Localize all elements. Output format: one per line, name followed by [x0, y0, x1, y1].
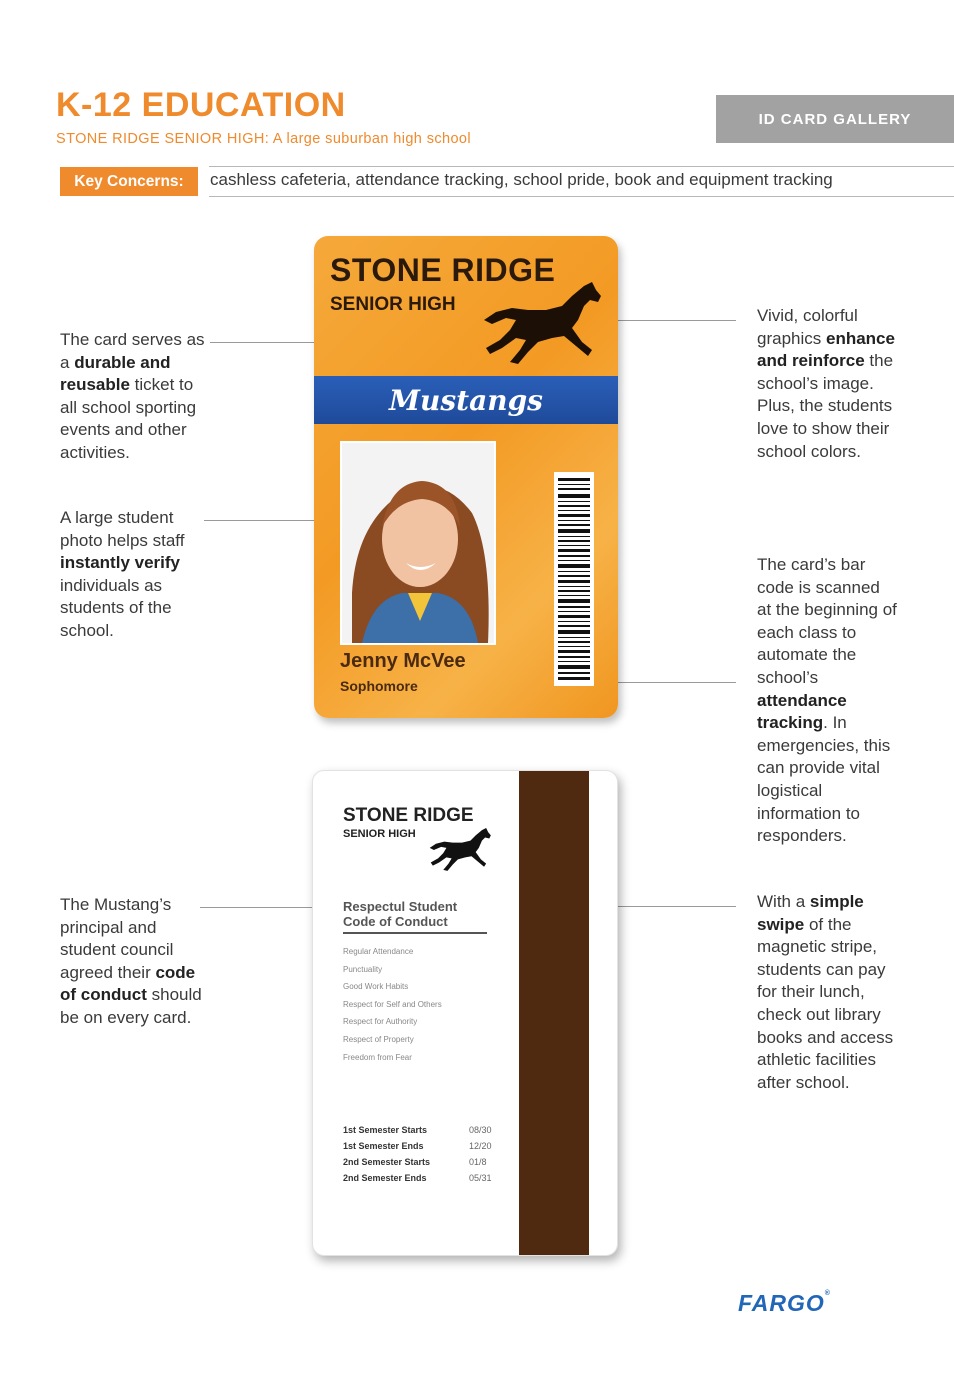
- callout-ticket: The card serves as a durable and reusable ticket to all school sporting events and other activities.: [60, 330, 205, 462]
- semester-dates: [343, 1125, 493, 1189]
- id-card-back: [312, 770, 618, 1256]
- mustang-horse-icon: [480, 280, 604, 368]
- conduct-item: Good Work Habits: [343, 982, 409, 992]
- callout-swipe: With a simple swipe of the magnetic stripe, students can pay for their lunch, check out library books and access athletic facilities after school.: [757, 892, 894, 1092]
- card-school-name: STONE RIDGE: [330, 252, 556, 288]
- callout-photo: A large student photo helps staff instantly verify individuals as students of the school.: [60, 508, 185, 640]
- callout-graphics: Vivid, colorful graphics enhance and reinforce the school’s image. Plus, the students love to show their school colors.: [757, 306, 895, 461]
- conduct-item: Respect for Authority: [343, 1017, 418, 1027]
- id-card-gallery-button[interactable]: ID CARD GALLERY: [716, 95, 954, 143]
- conduct-item: Respect for Self and Others: [343, 999, 442, 1009]
- semester-date-row: 1st Semester Ends 12/20: [343, 1141, 492, 1151]
- student-photo: [340, 441, 496, 645]
- conduct-item: Respect of Property: [343, 1034, 414, 1044]
- barcode-icon: [554, 472, 594, 686]
- semester-date-row: 1st Semester Starts 08/30: [343, 1125, 492, 1135]
- card-back-school-level: SENIOR HIGH: [343, 828, 416, 840]
- student-grade: Sophomore: [340, 678, 418, 694]
- conduct-item: Freedom from Fear: [343, 1052, 412, 1062]
- page-title: K-12 EDUCATION: [56, 86, 346, 124]
- semester-date-row: 2nd Semester Starts 01/8: [343, 1157, 487, 1167]
- fargo-logo: FARGO®: [738, 1290, 831, 1316]
- semester-date-row: 2nd Semester Ends 05/31: [343, 1173, 492, 1183]
- callout-code: The Mustang’s principal and student council agreed their code of conduct should be on every card.: [60, 895, 202, 1027]
- conduct-item: Punctuality: [343, 964, 383, 974]
- code-of-conduct-title: Respectul Student Code of Conduct: [343, 899, 487, 934]
- callout-barcode: The card’s bar code is scanned at the beginning of each class to automate the school’s attendance tracking. In emergencies, this can provide vital logistical information to responders.: [757, 555, 897, 846]
- key-concerns-label: Key Concerns:: [60, 167, 198, 196]
- mustang-horse-icon: [423, 827, 497, 873]
- id-card-front: [314, 236, 618, 718]
- conduct-item: Regular Attendance: [343, 947, 414, 956]
- leader-graphics: [610, 320, 736, 321]
- card-back-school-name: STONE RIDGE: [343, 805, 474, 826]
- key-concerns-text: cashless cafeteria, attendance tracking, school pride, book and equipment tracking: [210, 170, 833, 189]
- mascot-name: Mustangs: [389, 383, 543, 417]
- student-name: Jenny McVee: [340, 650, 466, 672]
- card-school-level: SENIOR HIGH: [330, 294, 456, 315]
- magnetic-stripe: [519, 771, 589, 1255]
- code-of-conduct-list: [343, 943, 442, 1066]
- page-subtitle: STONE RIDGE SENIOR HIGH: A large suburban high school: [56, 131, 472, 147]
- mascot-banner: [314, 376, 618, 424]
